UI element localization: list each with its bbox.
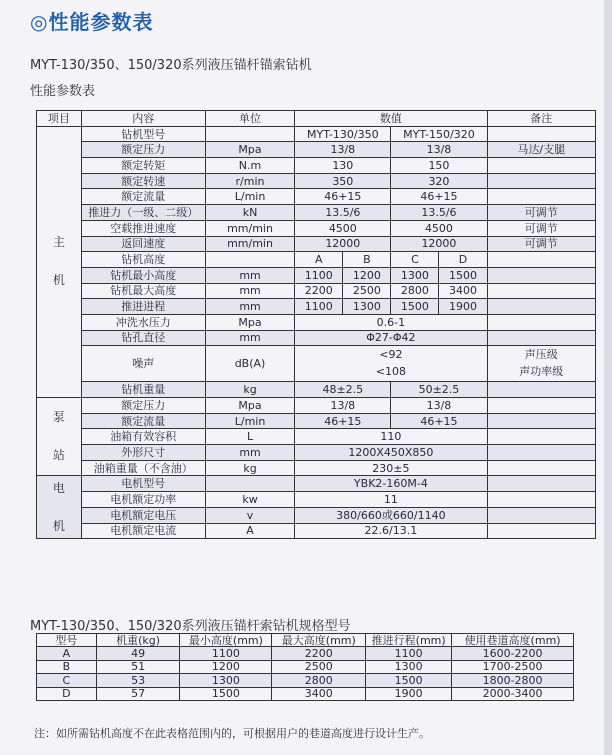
- table-row: 外形尺寸 mm 1200X450X850: [37, 445, 596, 461]
- table-row: 钻机最小高度 mm 1100 1200 1300 1500: [37, 267, 596, 283]
- table-row: 电 机 电机型号 YBK2-160M-4: [37, 476, 596, 492]
- table-row: 油箱重量（不含油） kg 230±5: [37, 460, 596, 476]
- table-row: 推进进程 mm 1100 1300 1500 1900: [37, 299, 596, 315]
- table-row: D 57 1500 3400 1900 2000-3400: [37, 687, 574, 700]
- table-row: 钻孔直径 mm Φ27-Φ42: [37, 330, 596, 346]
- group-motor: 电 机: [37, 476, 82, 539]
- footnote: 注：如所需钻机高度不在此表格范围内的，可根据用户的巷道高度进行设计生产。: [34, 727, 430, 740]
- spec-title: MYT-130/350、150/320系列液压锚杆索钻机规格型号: [30, 619, 351, 634]
- table-row: 电机额定电流 A 22.6/13.1: [37, 523, 596, 539]
- page-title: ◎性能参数表: [30, 10, 154, 34]
- table-row: 额定流量 L/min 46+15 46+15: [37, 189, 596, 205]
- table-row: 额定流量 L/min 46+15 46+15: [37, 413, 596, 429]
- table-row: 钻机高度 A B C D: [37, 252, 596, 268]
- table-row: 主 机 钻机型号 MYT-130/350 MYT-150/320: [37, 126, 596, 142]
- table-row: 油箱有效容积 L 110: [37, 429, 596, 445]
- table-row: 额定压力 Mpa 13/8 13/8 马达/支腿: [37, 142, 596, 158]
- table-row: 返回速度 mm/min 12000 12000 可调节: [37, 236, 596, 252]
- table-row: 钻机重量 kg 48±2.5 50±2.5: [37, 382, 596, 398]
- page-edge: [604, 0, 612, 755]
- table-row: 额定转矩 N.m 130 150: [37, 158, 596, 174]
- performance-table: [36, 110, 596, 539]
- group-pump: 泵 站: [37, 398, 82, 476]
- spec-table: [36, 633, 574, 701]
- table-row: 钻机最大高度 mm 2200 2500 2800 3400: [37, 283, 596, 299]
- table-row: 额定转速 r/min 350 320: [37, 173, 596, 189]
- table-row: 推进力（一级、二级） kN 13.5/6 13.5/6 可调节: [37, 205, 596, 221]
- group-main: 主 机: [37, 126, 82, 397]
- table-row: B 51 1200 2500 1300 1700-2500: [37, 660, 574, 673]
- table-row: 电机额定功率 kw 11: [37, 492, 596, 508]
- table-row: 空载推进速度 mm/min 4500 4500 可调节: [37, 220, 596, 236]
- table-row: 泵 站 额定压力 Mpa 13/8 13/8: [37, 398, 596, 414]
- table-row: 冲洗水压力 Mpa 0.6-1: [37, 314, 596, 330]
- header-row: 项目 内容 单位 数值 备注: [37, 111, 596, 127]
- table-row: 噪声 dB(A) <92 <108 声压级 声功率级: [37, 346, 596, 382]
- table-title: 性能参数表: [30, 84, 96, 99]
- series-title: MYT-130/350、150/320系列液压锚杆锚索钻机: [30, 58, 312, 73]
- table-row: C 53 1300 2800 1500 1800-2800: [37, 674, 574, 687]
- table-row: A 49 1100 2200 1100 1600-2200: [37, 647, 574, 660]
- spec-header-row: 型号 机重(kg) 最小高度(mm) 最大高度(mm) 推进行程(mm) 使用巷道高度(mm): [37, 634, 574, 647]
- table-row: 电机额定电压 v 380/660或660/1140: [37, 507, 596, 523]
